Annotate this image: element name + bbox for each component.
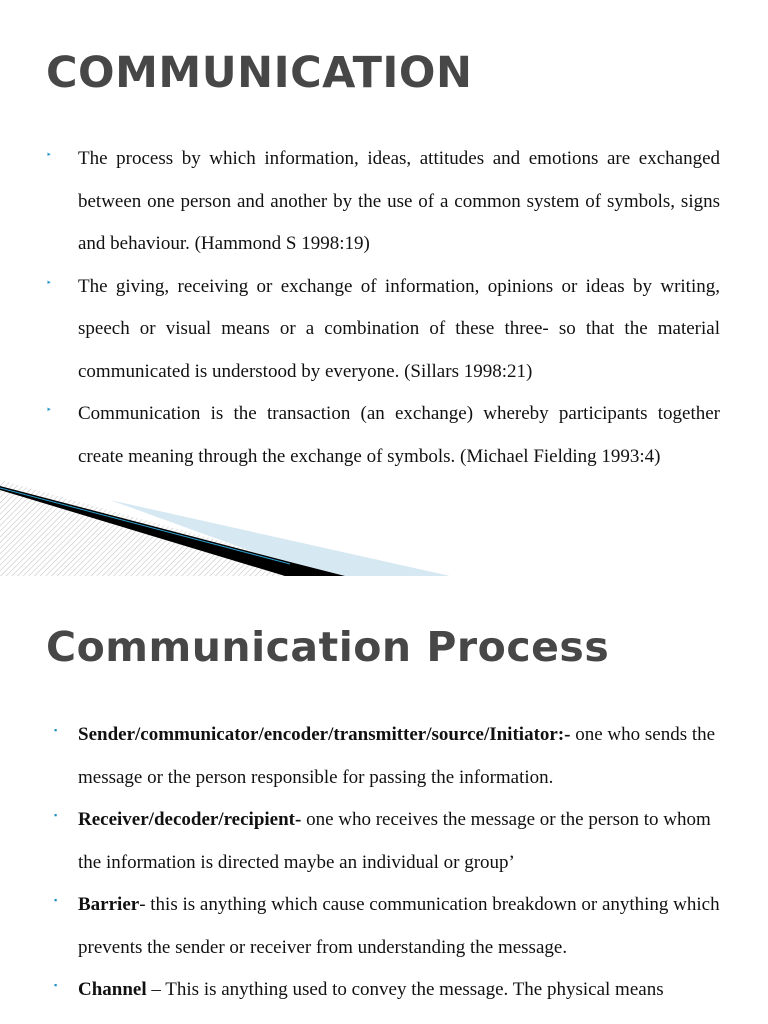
corner-swoosh-decoration	[0, 480, 768, 576]
slide-title: Communication Process	[46, 623, 610, 671]
definition-text: The process by which information, ideas, attitudes and emotions are exchanged between one person and another by the use of a common system of symbols, signs and behaviour. (Hammond S 1998:19)	[78, 148, 720, 254]
term-description: - this is anything which cause communication breakdown or anything which prevents the sender or receiver from understanding the message.	[78, 894, 720, 958]
list-item	[0, 799, 768, 884]
square-bullet-icon: ▪	[54, 725, 58, 735]
process-list	[0, 714, 768, 1012]
term: Channel	[78, 979, 147, 1000]
definition-list	[0, 138, 768, 478]
list-item	[0, 393, 768, 478]
list-item	[0, 138, 768, 266]
term: Barrier	[78, 894, 140, 915]
list-item	[0, 969, 768, 1012]
square-bullet-icon: ▪	[54, 980, 58, 990]
term-description: one who sends the message or the person responsible for passing the information.	[78, 724, 716, 788]
triangle-bullet-icon: ‣	[46, 405, 52, 416]
definition-text: Communication is the transaction (an exchange) whereby participants together create meaning through the exchange of symbols. (Michael Fielding 1993:4)	[78, 403, 720, 467]
list-item	[0, 266, 768, 394]
square-bullet-icon: ▪	[54, 810, 58, 820]
triangle-bullet-icon: ‣	[46, 150, 52, 161]
term-description: – This is anything used to convey the message. The physical means	[146, 979, 664, 1000]
square-bullet-icon: ▪	[54, 895, 58, 905]
list-item	[0, 714, 768, 799]
definition-text: The giving, receiving or exchange of information, opinions or ideas by writing, speech or visual means or a combination of these three- so that the material communicated is understood by everyone. (Sillars 1998:21)	[78, 275, 720, 382]
term: Receiver/decoder/recipient-	[78, 809, 302, 830]
list-item	[0, 884, 768, 969]
term-description: one who receives the message or the person to whom the information is directed maybe an individual or group’	[78, 809, 711, 873]
triangle-bullet-icon: ‣	[46, 277, 52, 289]
term: Sender/communicator/encoder/transmitter/source/Initiator:-	[78, 724, 571, 745]
slide-title: COMMUNICATION	[46, 48, 473, 98]
